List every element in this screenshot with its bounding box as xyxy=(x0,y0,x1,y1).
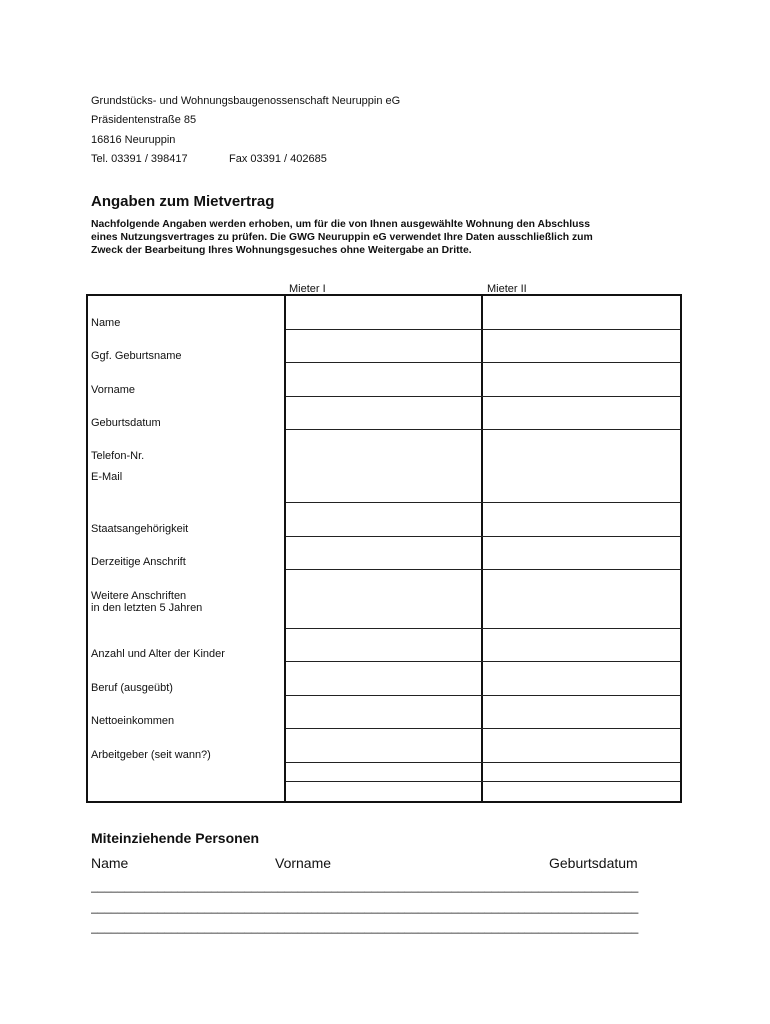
mieter-2-name-field[interactable] xyxy=(484,297,679,328)
mieter-1-weitere-anschriften-field[interactable] xyxy=(287,571,479,627)
row-divider xyxy=(286,429,680,430)
row-label-weitere-anschriften-2: in den letzten 5 Jahren xyxy=(91,602,203,614)
column-divider xyxy=(481,296,483,801)
column-divider xyxy=(284,296,286,801)
mieter-2-vorname-field[interactable] xyxy=(484,364,679,395)
mieter-1-nettoeinkommen-field[interactable] xyxy=(287,697,479,727)
row-label-kinder: Anzahl und Alter der Kinder xyxy=(91,648,225,660)
intro-line: Zweck der Bearbeitung Ihres Wohnungsgesuches ohne Weitergabe an Dritte. xyxy=(91,245,472,256)
cohabitants-col-geburtsdatum: Geburtsdatum xyxy=(549,855,638,871)
cohabitants-title: Miteinziehende Personen xyxy=(91,830,260,846)
row-divider xyxy=(286,329,680,330)
column-header-mieter-2: Mieter II xyxy=(487,283,527,295)
row-label-weitere-anschriften: Weitere Anschriften xyxy=(91,590,187,602)
row-label-name: Name xyxy=(91,317,121,329)
mieter-2-staatsangehoerigkeit-field[interactable] xyxy=(484,504,679,535)
mieter-1-geburtsdatum-field[interactable] xyxy=(287,398,479,428)
column-header-mieter-1: Mieter I xyxy=(289,283,326,295)
row-label-nettoeinkommen: Nettoeinkommen xyxy=(91,715,175,727)
row-label-email: E-Mail xyxy=(91,471,123,483)
mieter-2-nettoeinkommen-field[interactable] xyxy=(484,697,679,727)
row-label-beruf: Beruf (ausgeübt) xyxy=(91,682,173,694)
mieter-1-staatsangehoerigkeit-field[interactable] xyxy=(287,504,479,535)
row-divider xyxy=(286,502,680,503)
row-divider xyxy=(286,396,680,397)
row-divider xyxy=(286,762,680,763)
intro-line: eines Nutzungsvertrages zu prüfen. Die GWG Neuruppin eG verwendet Ihre Daten ausschließlich zum xyxy=(91,232,593,243)
row-divider xyxy=(286,728,680,729)
mieter-2-beruf-field[interactable] xyxy=(484,663,679,694)
row-divider xyxy=(286,536,680,537)
cohabitant-line[interactable]: __________________________________________________________________________________ xyxy=(91,900,639,914)
mieter-2-kontakt-field[interactable] xyxy=(484,431,679,501)
row-label-derzeitige-anschrift: Derzeitige Anschrift xyxy=(91,556,186,568)
row-label-telefon: Telefon-Nr. xyxy=(91,450,145,462)
row-divider xyxy=(286,362,680,363)
row-label-geburtsdatum: Geburtsdatum xyxy=(91,417,161,429)
cohabitants-col-name: Name xyxy=(91,855,129,871)
row-divider xyxy=(286,628,680,629)
organization-fax: Fax 03391 / 402685 xyxy=(229,153,327,165)
row-divider xyxy=(286,661,680,662)
section-title: Angaben zum Mietvertrag xyxy=(91,193,275,210)
row-divider xyxy=(286,781,680,782)
row-label-staatsangehoerigkeit: Staatsangehörigkeit xyxy=(91,523,189,535)
row-divider xyxy=(286,569,680,570)
cohabitant-line[interactable]: __________________________________________________________________________________ xyxy=(91,879,639,893)
mieter-2-geburtsdatum-field[interactable] xyxy=(484,398,679,428)
mieter-1-beruf-field[interactable] xyxy=(287,663,479,694)
intro-text xyxy=(91,218,671,257)
mieter-1-vorname-field[interactable] xyxy=(287,364,479,395)
mieter-2-kinder-field[interactable] xyxy=(484,630,679,660)
cohabitant-line[interactable]: __________________________________________________________________________________ xyxy=(91,920,639,934)
mieter-1-arbeitgeber-field[interactable] xyxy=(287,730,479,761)
row-label-vorname: Vorname xyxy=(91,384,136,396)
row-label-geburtsname: Ggf. Geburtsname xyxy=(91,350,182,362)
row-label-arbeitgeber: Arbeitgeber (seit wann?) xyxy=(91,749,211,761)
organization-phone: Tel. 03391 / 398417 xyxy=(91,153,188,165)
mieter-1-name-field[interactable] xyxy=(287,297,479,328)
mieter-2-weitere-anschriften-field[interactable] xyxy=(484,571,679,627)
cohabitants-col-vorname: Vorname xyxy=(275,855,332,871)
organization-street: Präsidentenstraße 85 xyxy=(91,114,197,126)
row-divider xyxy=(286,695,680,696)
mieter-2-arbeitgeber-field[interactable] xyxy=(484,730,679,761)
mieter-1-kontakt-field[interactable] xyxy=(287,431,479,501)
organization-city: 16816 Neuruppin xyxy=(91,134,176,146)
intro-line: Nachfolgende Angaben werden erhoben, um für die von Ihnen ausgewählte Wohnung den Abschluss xyxy=(91,219,590,230)
mieter-1-kinder-field[interactable] xyxy=(287,630,479,660)
mieter-1-geburtsname-field[interactable] xyxy=(287,331,479,361)
mieter-1-anschrift-field[interactable] xyxy=(287,538,479,568)
mieter-2-anschrift-field[interactable] xyxy=(484,538,679,568)
organization-name: Grundstücks- und Wohnungsbaugenossenschaft Neuruppin eG xyxy=(91,95,401,107)
mieter-2-geburtsname-field[interactable] xyxy=(484,331,679,361)
